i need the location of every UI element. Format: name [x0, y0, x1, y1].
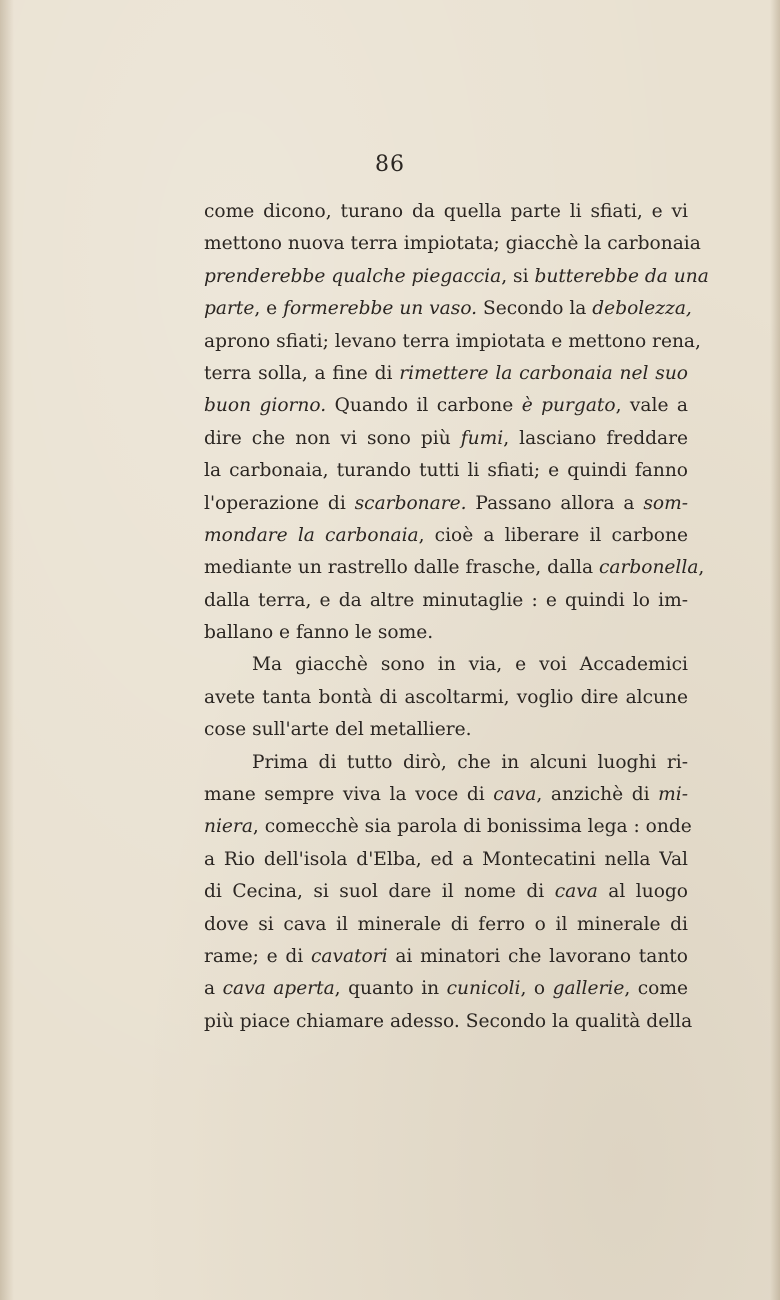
- text-line: [204, 488, 688, 520]
- text-run: a: [204, 978, 223, 1000]
- text-line: [204, 1006, 693, 1038]
- italic-term: mondare la carbonaia: [204, 524, 419, 546]
- italic-term: scarbonare.: [354, 492, 467, 514]
- text-run: , o: [520, 978, 553, 1000]
- italic-term: mi-: [658, 784, 689, 806]
- text-run: mediante un rastrello dalle frasche, dalla: [204, 557, 599, 579]
- italic-term: niera: [204, 816, 253, 838]
- text-run: , anzichè di: [536, 784, 659, 806]
- text-line: [204, 261, 709, 293]
- italic-term: cavatori: [310, 945, 388, 967]
- text-line: [204, 909, 688, 941]
- text-run: aprono sfiati; levano terra impiotata e mettono rena,: [204, 330, 701, 352]
- text-run: l'operazione di: [204, 492, 355, 514]
- text-run: , comecchè sia parola di bonissima lega : onde: [252, 816, 692, 838]
- italic-term: rimettere la carbonaia nel suo: [399, 362, 688, 384]
- text-run: la carbonaia, turando tutti li sfiati; e quindi fanno: [204, 460, 688, 482]
- text-run: cose sull'arte del metalliere.: [204, 719, 472, 741]
- page-left-edge: [0, 0, 14, 1300]
- text-run: , cioè a liberare il carbone: [418, 524, 688, 546]
- text-line: [204, 941, 688, 973]
- body-text: [204, 196, 709, 1038]
- italic-term: cunicoli: [446, 978, 521, 1000]
- text-line: [204, 747, 688, 779]
- text-run: , quanto in: [334, 978, 447, 1000]
- italic-term: butterebbe da una: [534, 265, 709, 287]
- italic-term: parte: [204, 298, 255, 320]
- page-right-edge: [770, 0, 780, 1300]
- italic-term: formerebbe un vaso.: [283, 298, 478, 320]
- text-line: [204, 228, 701, 260]
- italic-term: prenderebbe qualche piegaccia: [204, 265, 502, 287]
- text-run: , e: [254, 298, 284, 320]
- text-run: , si: [501, 265, 535, 287]
- text-run: , vale a: [615, 395, 689, 417]
- text-run: mettono nuova terra impiotata; giacchè la carbonaia: [204, 233, 701, 255]
- text-line: [204, 455, 688, 487]
- text-line: [204, 876, 688, 908]
- italic-term: cava: [493, 784, 537, 806]
- text-run: rame; e di: [204, 945, 311, 967]
- page-number: 86: [375, 152, 405, 177]
- text-line: [204, 390, 688, 422]
- text-run: mane sempre viva la voce di: [204, 784, 494, 806]
- text-run: dire che non vi sono più: [204, 427, 461, 449]
- text-run: più piace chiamare adesso. Secondo la qualità della: [204, 1010, 693, 1032]
- text-line: [204, 844, 688, 876]
- italic-term: cava: [554, 881, 598, 903]
- italic-term: buon giorno.: [204, 395, 327, 417]
- text-line: [204, 326, 701, 358]
- text-line: [204, 779, 688, 811]
- italic-term: fumi: [460, 427, 504, 449]
- text-run: ai minatori che lavorano tanto: [387, 945, 688, 967]
- text-line: [204, 811, 692, 843]
- text-run: Ma giacchè sono in via, e voi Accademici: [252, 654, 688, 676]
- text-run: , lasciano freddare: [503, 427, 688, 449]
- text-run: , come: [624, 978, 688, 1000]
- text-run: dalla terra, e da altre minutaglie : e quindi lo im-: [204, 589, 688, 611]
- text-run: Quando il carbone: [326, 395, 522, 417]
- text-run: avete tanta bontà di ascoltarmi, voglio dire alcune: [204, 686, 688, 708]
- text-line: [204, 358, 688, 390]
- text-run: ballano e fanno le some.: [204, 622, 434, 644]
- text-line: [204, 617, 688, 649]
- text-line: [204, 520, 688, 552]
- text-line: [204, 196, 688, 228]
- text-line: [204, 552, 705, 584]
- italic-term: gallerie: [552, 978, 625, 1000]
- italic-term: è purgato: [521, 395, 616, 417]
- italic-term: cava aperta: [222, 978, 335, 1000]
- text-run: Prima di tutto dirò, che in alcuni luoghi ri-: [252, 751, 688, 773]
- text-run: di Cecina, si suol dare il nome di: [204, 881, 555, 903]
- text-run: terra solla, a fine di: [204, 362, 400, 384]
- text-line: [204, 649, 688, 681]
- text-line: [204, 585, 688, 617]
- text-run: al luogo: [597, 881, 688, 903]
- text-line: [204, 423, 688, 455]
- text-run: ,: [698, 557, 705, 579]
- text-line: [204, 714, 688, 746]
- text-run: a Rio dell'isola d'Elba, ed a Montecatini nella Val: [204, 848, 688, 870]
- text-run: dove si cava il minerale di ferro o il minerale di: [204, 913, 688, 935]
- italic-term: som-: [643, 492, 688, 514]
- text-run: come dicono, turano da quella parte li sfiati, e vi: [204, 201, 688, 222]
- text-run: Passano allora a: [466, 492, 644, 514]
- italic-term: carbonella: [598, 557, 699, 579]
- text-line: [204, 293, 692, 325]
- text-run: Secondo la: [477, 298, 593, 320]
- italic-term: debolezza,: [592, 298, 692, 320]
- text-line: [204, 682, 688, 714]
- text-line: [204, 973, 688, 1005]
